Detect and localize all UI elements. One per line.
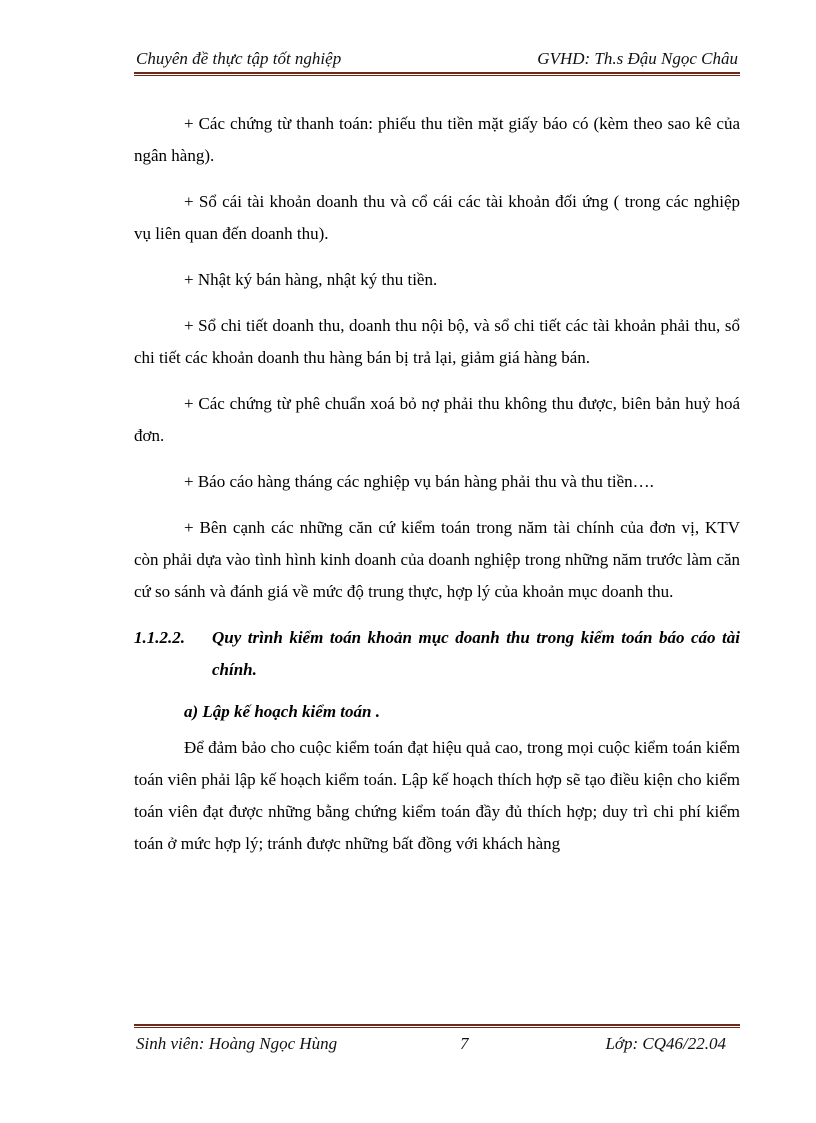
footer-class: Lớp: CQ46/22.04	[605, 1034, 726, 1053]
page-footer	[134, 1032, 740, 1058]
paragraph-prior-years: + Bên cạnh các những căn cứ kiểm toán trong năm tài chính của đơn vị, KTV còn phải dựa vào tình hình kinh doanh của doanh nghiệp trong những năm trước làm căn cứ so sánh và đánh giá về mức độ trung thực, hợp lý của khoản mục doanh thu.	[134, 518, 740, 601]
footer-student: Sinh viên: Hoàng Ngọc Hùng	[136, 1034, 338, 1053]
paragraph-sales-journal: + Nhật ký bán hàng, nhật ký thu tiền.	[184, 270, 438, 289]
paragraph-ledger-accounts: + Sổ cái tài khoản doanh thu và cổ cái các tài khoản đối ứng ( trong các nghiệp vụ liên quan đến doanh thu).	[134, 192, 740, 243]
section-number: 1.1.2.2.	[134, 628, 185, 647]
paragraph-write-off-documents: + Các chứng từ phê chuẩn xoá bỏ nợ phải thu không thu được, biên bản huỷ hoá đơn.	[134, 394, 740, 445]
document-body	[134, 108, 740, 860]
section-heading	[134, 622, 740, 686]
subsection-heading: a) Lập kế hoạch kiểm toán .	[184, 702, 380, 721]
paragraph-audit-planning: Để đảm bảo cho cuộc kiểm toán đạt hiệu quả cao, trong mọi cuộc kiểm toán kiểm toán viên phải lập kế hoạch kiểm toán. Lập kế hoạch thích hợp sẽ tạo điều kiện cho kiểm toán viên đạt được những bằng chứng kiểm toán đầy đủ thích hợp; duy trì chi phí kiểm toán ở mức hợp lý; tránh được những bất đồng với khách hàng	[134, 738, 740, 853]
footer-divider	[134, 1024, 740, 1028]
page-number: 7	[460, 1034, 469, 1053]
paragraph-payment-documents: + Các chứng từ thanh toán: phiếu thu tiền mặt giấy báo có (kèm theo sao kê của ngân hàng).	[134, 114, 740, 165]
paragraph-monthly-reports: + Báo cáo hàng tháng các nghiệp vụ bán hàng phải thu và thu tiền….	[184, 472, 654, 491]
header-report-title: Chuyên đề thực tập tốt nghiệp	[136, 49, 342, 68]
header-divider	[134, 72, 740, 76]
header-supervisor: GVHD: Th.s Đậu Ngọc Châu	[537, 49, 738, 68]
section-title: Quy trình kiểm toán khoản mục doanh thu trong kiểm toán báo cáo tài chính.	[212, 628, 740, 679]
paragraph-detail-ledgers: + Sổ chi tiết doanh thu, doanh thu nội bộ, và sổ chi tiết các tài khoản phải thu, sổ chi tiết các khoản doanh thu hàng bán bị trả lại, giảm giá hàng bán.	[134, 316, 740, 367]
page-header	[134, 47, 740, 73]
